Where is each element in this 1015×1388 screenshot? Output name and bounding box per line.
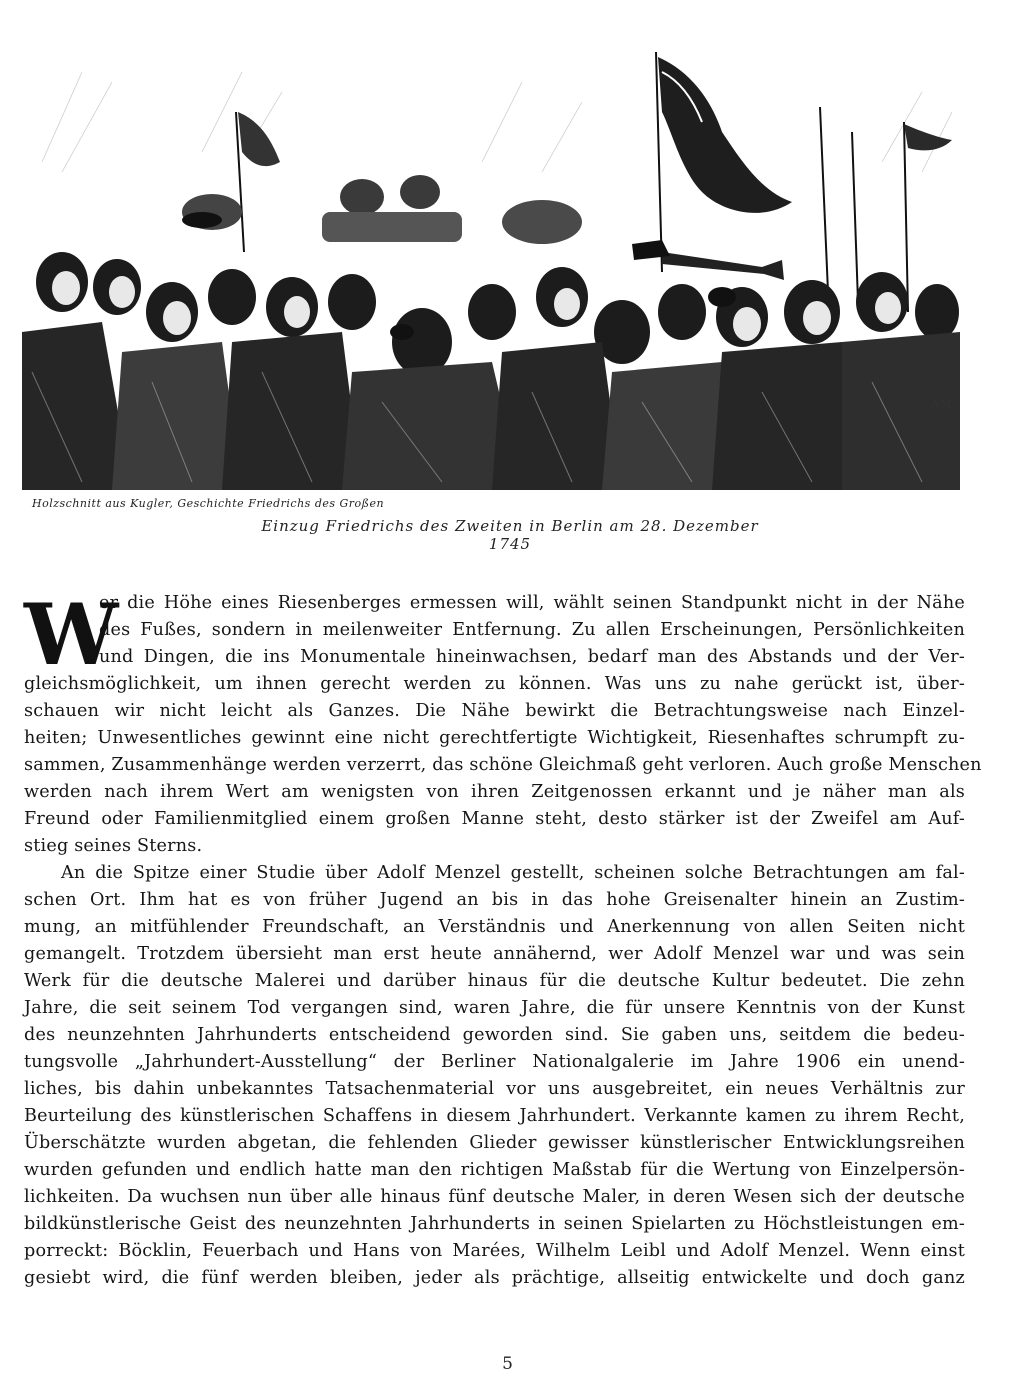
illustration-caption: Einzug Friedrichs des Zweiten in Berlin am 28. Dezember 1745 bbox=[261, 517, 759, 553]
text-line: liches, bis dahin unbekanntes Tatsachenmaterial vor uns ausgebreitet, ein neues Verhältnis zur bbox=[24, 1079, 965, 1099]
text-line: tungsvolle „Jahrhundert-Ausstellung“ der Berliner Nationalgalerie im Jahre 1906 ein unend- bbox=[24, 1052, 965, 1072]
text-line: des neunzehnten Jahrhunderts entscheidend geworden sind. Sie gaben uns, seitdem die bedeu- bbox=[24, 1025, 965, 1045]
text-line: gesiebt wird, die fünf werden bleiben, jeder als prächtige, allseitig entwickelte und doch ganz bbox=[24, 1268, 965, 1288]
text-line: Freund oder Familienmitglied einem großen Manne steht, desto stärker ist der Zweifel am Auf- bbox=[24, 809, 965, 829]
drop-cap: W bbox=[24, 585, 119, 684]
text-line: stieg seines Sterns. bbox=[24, 836, 203, 856]
text-line: schauen wir nicht leicht als Ganzes. Die Nähe bewirkt die Betrachtungsweise nach Einzel- bbox=[24, 701, 965, 721]
text-line: gemangelt. Trotzdem übersieht man erst heute annähernd, wer Adolf Menzel war und was sein bbox=[24, 944, 965, 964]
text-line: mung, an mitfühlender Freundschaft, an Verständnis und Anerkennung von allen Seiten nicht bbox=[24, 917, 965, 937]
paragraph-1 bbox=[24, 585, 982, 860]
illustration-credit: Holzschnitt aus Kugler, Geschichte Friedrichs des Großen bbox=[32, 497, 385, 510]
monogram: A.M. bbox=[932, 400, 954, 410]
woodcut-illustration bbox=[22, 12, 960, 490]
text-line: er die Höhe eines Riesenberges ermessen will, wählt seinen Standpunkt nicht in der Nähe bbox=[99, 593, 965, 613]
text-line: schen Ort. Ihm hat es von früher Jugend an bis in das hohe Greisenalter hinein an Zustim- bbox=[24, 890, 965, 910]
text-line: heiten; Unwesentliches gewinnt eine nicht gerechtfertigte Wichtigkeit, Riesenhaftes schrumpft zu- bbox=[24, 728, 965, 748]
text-line: und Dingen, die ins Monumentale hineinwachsen, bedarf man des Abstands und der Ver- bbox=[99, 647, 965, 667]
text-line: bildkünstlerische Geist des neunzehnten Jahrhunderts in seinen Spielarten zu Höchstleistungen em- bbox=[24, 1214, 965, 1234]
text-line: gleichsmöglichkeit, um ihnen gerecht werden zu können. Was uns zu nahe gerückt ist, über- bbox=[24, 674, 965, 694]
text-line: des Fußes, sondern in meilenweiter Entfernung. Zu allen Erscheinungen, Persönlichkeiten bbox=[99, 620, 965, 640]
text-line: lichkeiten. Da wuchsen nun über alle hinaus fünf deutsche Maler, in deren Wesen sich der deutsche bbox=[24, 1187, 965, 1207]
body-text bbox=[24, 585, 982, 1292]
text-line: Werk für die deutsche Malerei und darüber hinaus für die deutsche Kultur bedeutet. Die zehn bbox=[24, 971, 965, 991]
text-line: sammen, Zusammenhänge werden verzerrt, das schöne Gleichmaß geht verloren. Auch große Menschen bbox=[24, 755, 982, 775]
text-line: Beurteilung des künstlerischen Schaffens in diesem Jahrhundert. Verkannte kamen zu ihrem Recht, bbox=[24, 1106, 965, 1126]
text-line: Überschätzte wurden abgetan, die fehlenden Glieder gewisser künstlerischer Entwicklungsreihen bbox=[24, 1133, 965, 1153]
text-line: porreckt: Böcklin, Feuerbach und Hans von Marées, Wilhelm Leibl und Adolf Menzel. Wenn einst bbox=[24, 1241, 965, 1261]
text-line: werden nach ihrem Wert am wenigsten von ihren Zeitgenossen erkannt und je näher man als bbox=[24, 782, 965, 802]
text-line: wurden gefunden und endlich hatte man den richtigen Maßstab für die Wertung von Einzelpersön- bbox=[24, 1160, 965, 1180]
page-number: 5 bbox=[502, 1354, 513, 1374]
text-line: An die Spitze einer Studie über Adolf Menzel gestellt, scheinen solche Betrachtungen am fal- bbox=[61, 863, 965, 883]
paragraph-2 bbox=[24, 860, 965, 1292]
text-line: Jahre, die seit seinem Tod vergangen sind, waren Jahre, die für unsere Kenntnis von der Kunst bbox=[24, 998, 965, 1018]
